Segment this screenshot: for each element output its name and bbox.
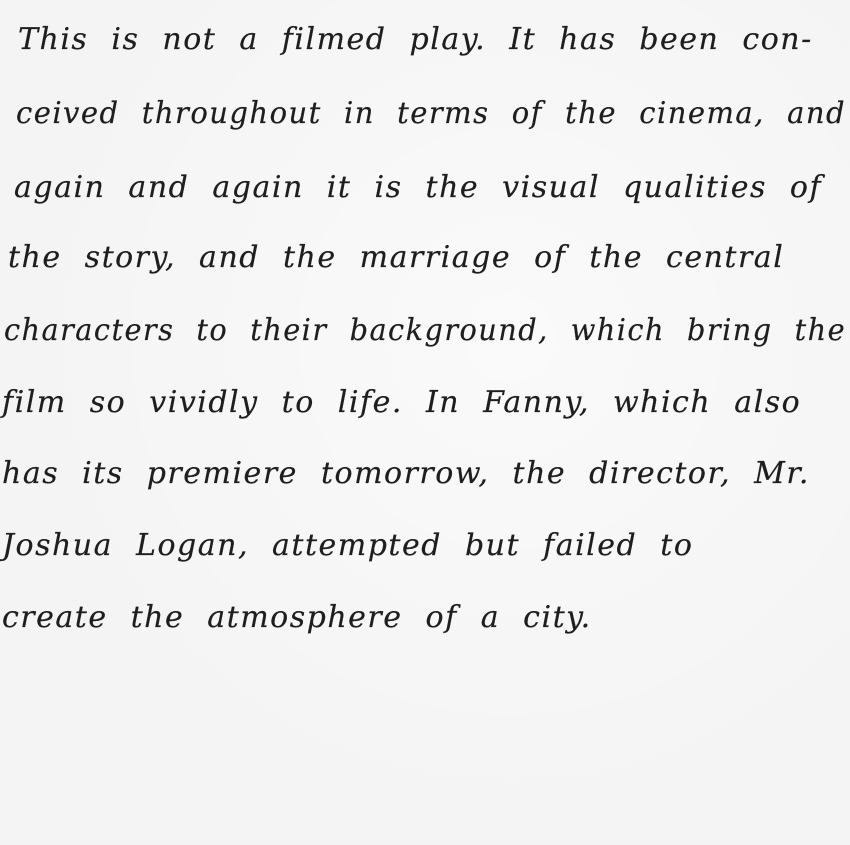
text-line-1: This is not a filmed play. It has been con- <box>18 22 813 57</box>
text-line-3: again and again it is the visual qualities of <box>14 170 823 205</box>
text-line-6: film so vividly to life. In Fanny, which also <box>2 385 802 420</box>
text-line-7: has its premiere tomorrow, the director, Mr. <box>2 456 810 491</box>
text-line-4: the story, and the marriage of the central <box>8 240 785 275</box>
text-line-2: ceived throughout in terms of the cinema, and <box>16 96 847 131</box>
text-line-8: Joshua Logan, attempted but failed to <box>2 528 694 563</box>
text-line-5: characters to their background, which bring the <box>4 313 847 348</box>
text-line-9: create the atmosphere of a city. <box>2 600 592 635</box>
